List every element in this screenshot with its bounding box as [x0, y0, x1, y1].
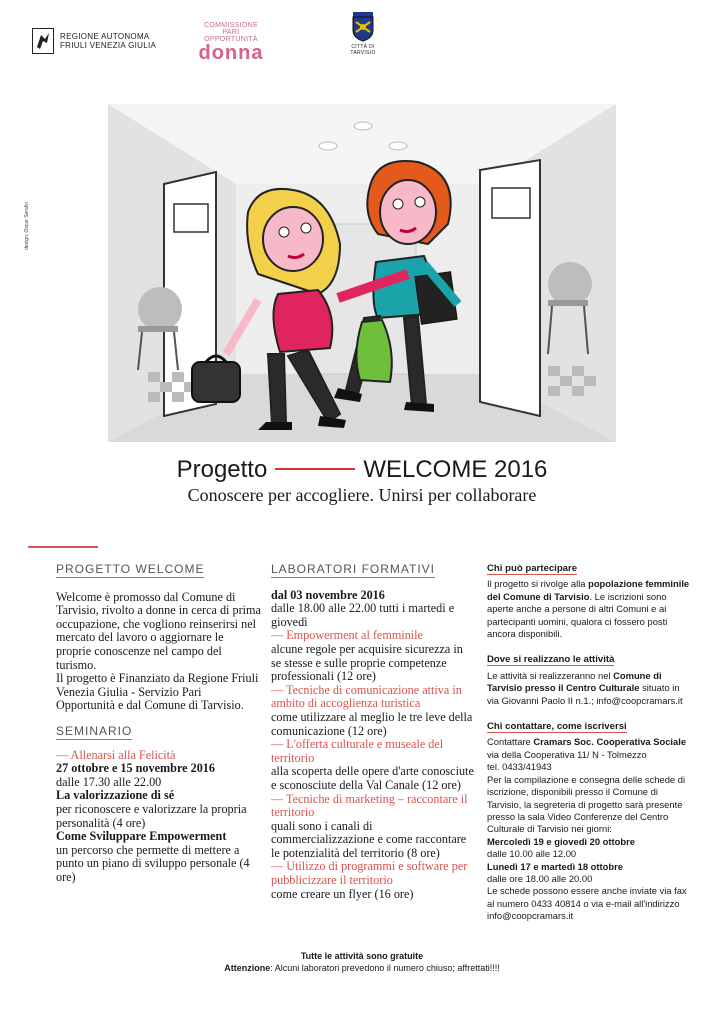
progetto-finanziamento: Il progetto è Finanziato da Regione Friuli Venezia Giulia - Servizio Pari Opportunità e dal Comune di Tarvisio. [56, 671, 259, 713]
footer-attenzione: Attenzione: Alcuni laboratori prevedono il numero chiuso; affrettati!!!! [224, 963, 500, 973]
regione-eagle-icon [32, 28, 54, 54]
heading-chi-partecipa: Chi può partecipare [487, 563, 578, 574]
heading-dove: Dove si realizzano le attività [487, 654, 615, 666]
seminario-dates: 27 ottobre e 15 novembre 2016 [56, 761, 215, 776]
dove-text: Le attività si realizzeranno nel Comune di Tarvisio presso il Centro Culturale situato in via Giovanni Paolo II n.1.; info@coopcramars.it [487, 669, 683, 706]
laboratori-date: dal 03 novembre 2016 [271, 587, 385, 602]
design-credit: design: Oscar Serafin [24, 201, 30, 250]
regione-line2: FRIULI VENEZIA GIULIA [60, 41, 157, 50]
heading-contatti: Chi contattare, come iscriversi [487, 721, 627, 733]
regione-line1: REGIONE AUTONOMA [60, 32, 150, 41]
page-subtitle: Conoscere per accogliere. Unirsi per collaborare [187, 485, 537, 505]
date-1-time: dalle 10.00 alle 12.00 [487, 848, 577, 860]
lab-3-title: — L'offerta culturale e museale del territorio [271, 737, 444, 765]
lab-4-title: — Tecniche di marketing – raccontare il territorio [271, 791, 468, 820]
lab-1-title: — Empowerment al femminile [271, 628, 423, 643]
red-divider [28, 546, 98, 548]
heading-laboratori: LABORATORI FORMATIVI [271, 562, 436, 576]
date-2: Lunedì 17 e martedì 18 ottobre [487, 860, 623, 872]
contatti-fax-email: Le schede possono essere anche inviate via fax al numero 0433 40814 o via e-mail all'indirizzo info@coopcramars.it [487, 885, 687, 922]
title-dash [275, 468, 355, 470]
welcome-illustration [108, 104, 616, 454]
lab-1-desc: alcune regole per acquisire sicurezza in se stesse e sulle proprie competenze professionali (12 ore) [271, 641, 463, 684]
seminario-desc-1: per riconoscere e valorizzare la propria personalità (4 ore) [56, 801, 247, 830]
lab-4-desc: quali sono i canali di commercializzazione e come raccontare le potenzialità del territorio (8 ore) [271, 818, 467, 860]
title-welcome: WELCOME 2016 [363, 456, 548, 483]
date-1: Mercoledì 19 e giovedì 20 ottobre [487, 835, 635, 847]
commissione-line2: PARI OPPORTUNITÀ [204, 29, 258, 43]
tarvisio-crest-logo [344, 12, 382, 62]
contatti-org: Contattare Cramars Soc. Cooperativa Sociale [487, 736, 687, 748]
column-info [487, 563, 692, 923]
title-progetto: Progetto [176, 456, 268, 483]
lab-2-desc: come utilizzare al meglio le tre leve della comunicazione (12 ore) [271, 709, 473, 738]
contatti-schede: Per la compilazione e consegna delle schede di iscrizione, disponibili presso il Comune di Tarvisio, la segreteria di progetto sarà presente presso la sala Video Conferenze del Centro Culturale di Tarvisio nei giorni: [487, 773, 686, 835]
chi-partecipa-text: Il progetto si rivolge alla popolazione femminile del Comune di Tarvisio. Le iscrizioni sono aperte anche a persone di altri Comuni e ai partecipanti uomini, qualora ci fossero posti ancora disponibili. [487, 578, 690, 640]
page-title [0, 456, 724, 484]
progetto-description: Welcome è promosso dal Comune di Tarvisio, rivolto a donne in cerca di prima occupazione, che vogliono reinserirsi nel mercato del lavoro o aggiornare le proprie conoscenze nel campo del turismo. [56, 589, 261, 672]
commissione-pari-opportunita-logo [196, 22, 266, 62]
seminario-topic-1: La valorizzazione di sé [56, 788, 175, 803]
seminario-title: — Allenarsi alla Felicità [56, 747, 176, 762]
footer-notice [0, 950, 724, 974]
seminario-desc-2: un percorso che permette di mettere a punto un piano di sviluppo personale (4 ore) [56, 842, 250, 884]
date-2-time: dalle ore 18.00 alle 20.00 [487, 872, 593, 884]
contatti-tel: tel. 0433/41943 [487, 761, 552, 773]
seminario-topic-2: Come Sviluppare Empowerment [56, 829, 227, 844]
tarvisio-caption: CITTÀ DI TARVISIO [350, 44, 376, 56]
lab-3-desc: alla scoperta delle opere d'arte conosciute e sconosciute della Val Canale (12 ore) [271, 764, 474, 792]
heading-seminario: SEMINARIO [56, 723, 133, 738]
commissione-line1: COMMISSIONE [204, 22, 258, 29]
column-laboratori [271, 563, 476, 901]
regione-fvg-logo [32, 26, 157, 56]
footer-gratuite: Tutte le attività sono gratuite [300, 951, 424, 961]
lab-2-title: — Tecniche di comunicazione attiva in ambito di accoglienza turistica [271, 682, 462, 711]
tarvisio-shield-icon [351, 12, 375, 42]
column-progetto [56, 563, 261, 884]
heading-progetto-welcome: PROGETTO WELCOME [56, 562, 205, 576]
lab-5-title: — Utilizzo di programmi e software per pubblicizzare il territorio [271, 859, 468, 888]
contatti-address: via della Cooperativa 11/ N - Tolmezzo [487, 748, 647, 760]
laboratori-time: dalle 18.00 alle 22.00 tutti i martedì e giovedì [271, 601, 455, 629]
seminario-time: dalle 17.30 alle 22.00 [56, 774, 162, 789]
lab-5-desc: come creare un flyer (16 ore) [271, 886, 414, 901]
commissione-donna: donna [198, 42, 264, 64]
